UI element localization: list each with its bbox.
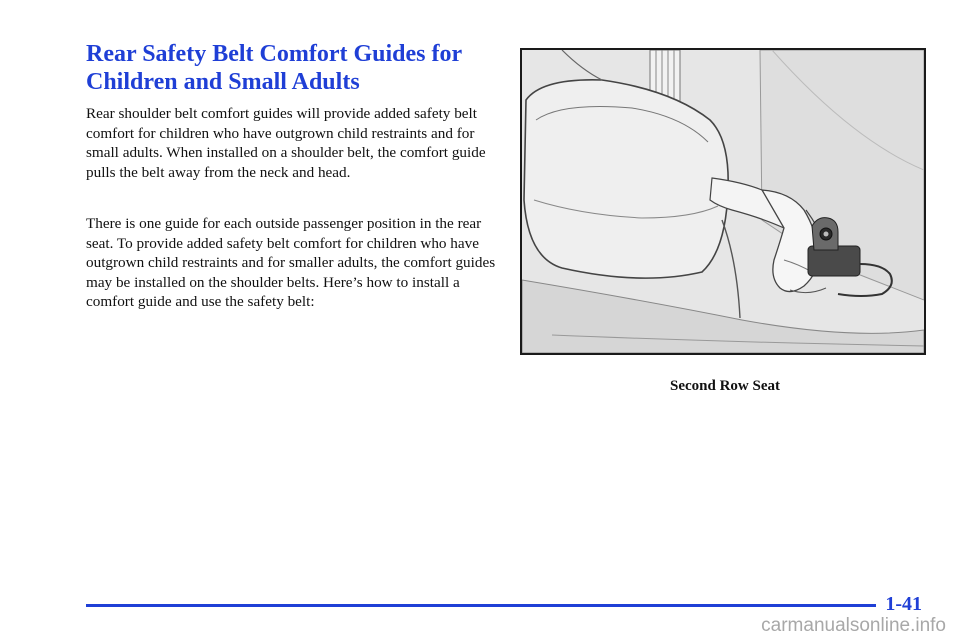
page-title: Rear Safety Belt Comfort Guides for Children and Small Adults [86,41,462,95]
footer-rule [86,604,876,607]
intro-paragraph: Rear shoulder belt comfort guides will provide added safety belt comfort for children who have outgrown child restraints and for small adults. When installed on a shoulder belt, the comfort guide pulls the belt away from the neck and head. [86,105,486,181]
page-number: 1-41 [885,593,922,615]
watermark-text: carmanualsonline.info [761,615,946,636]
seat-illustration [520,48,926,355]
guide-paragraph: There is one guide for each outside passenger position in the rear seat. To provide added safety belt comfort for children who have outgrown child restraints and for smaller adults, the comfort guides may be installed on the shoulder belts. Here’s how to install a comfort guide and use the safety belt: [86,215,496,311]
seat-comfort-guide-illustration [522,50,924,353]
figure-caption: Second Row Seat [669,378,780,394]
